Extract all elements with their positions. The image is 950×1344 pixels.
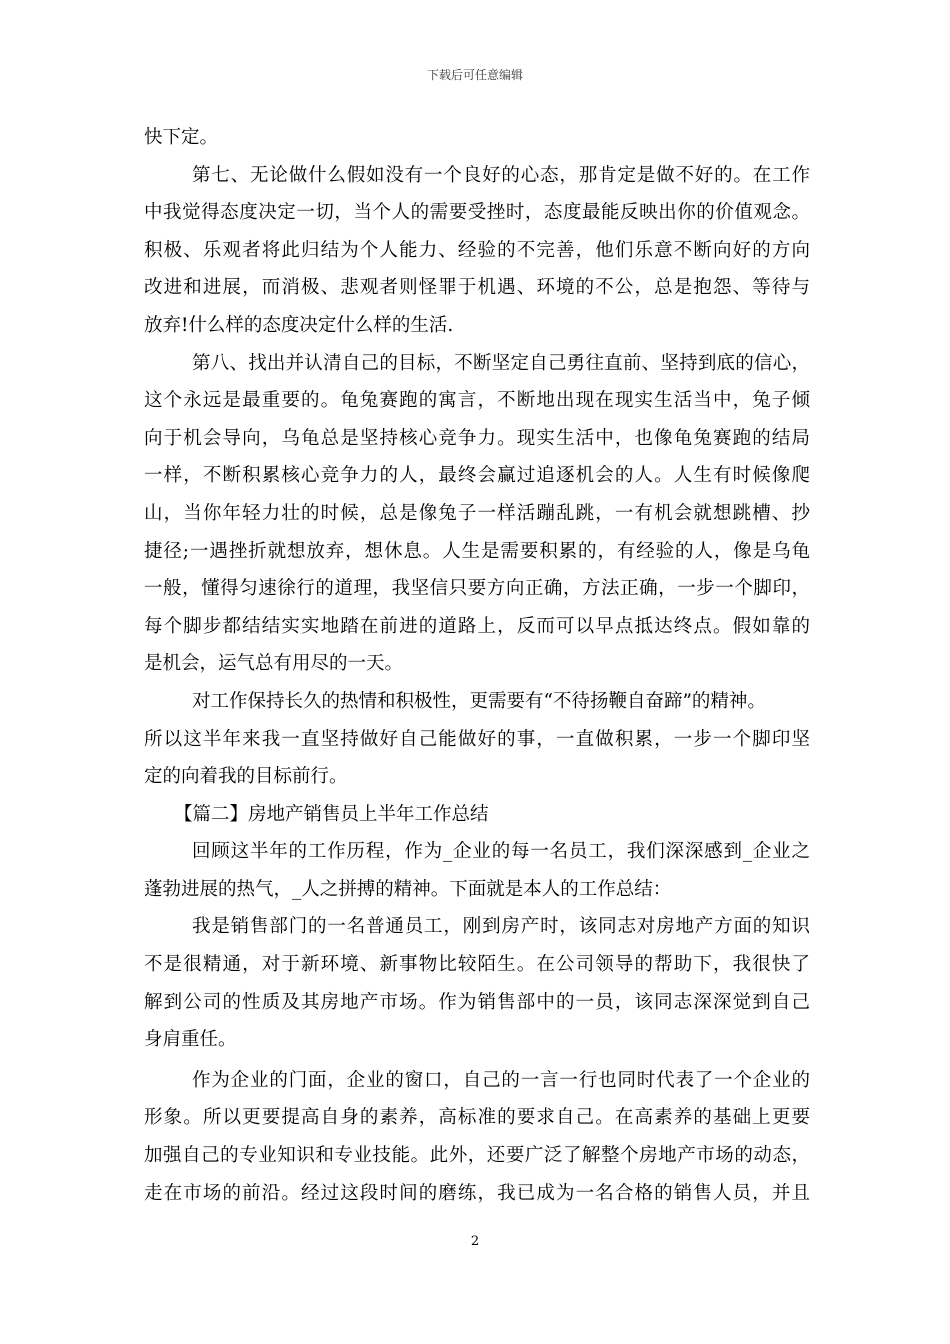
text-line: 蓬勃进展的热气，_人之拼搏的精神。下面就是本人的工作总结： xyxy=(144,878,672,900)
text-line: 这个永远是最重要的。龟兔赛跑的寓言，不断地出现在现实生活当中，兔子倾 xyxy=(144,390,810,412)
text-line: 放弃!什么样的态度决定什么样的生活. xyxy=(144,314,454,336)
text-line: 改进和进展，而消极、悲观者则怪罪于机遇、环境的不公，总是抱怨、等待与 xyxy=(144,277,810,299)
section-heading: 【篇二】房地产销售员上半年工作总结 xyxy=(174,803,489,825)
paragraph-line: 第八、找出并认清自己的目标，不断坚定自己勇往直前、坚持到底的信心， xyxy=(192,352,810,374)
text-line: 解到公司的性质及其房地产市场。作为销售部中的一员，该同志深深觉到自己 xyxy=(144,991,810,1013)
text-line: 身肩重任。 xyxy=(144,1029,237,1051)
paragraph-line: 第七、无论做什么假如没有一个良好的心态，那肯定是做不好的。在工作 xyxy=(192,164,810,186)
text-line: 向于机会导向，乌龟总是坚持核心竞争力。现实生活中，也像龟兔赛跑的结局 xyxy=(144,427,810,449)
page-number: 2 xyxy=(470,1234,480,1249)
text-line: 捷径;一遇挫折就想放弃，想休息。人生是需要积累的，有经验的人，像是乌龟 xyxy=(144,540,810,562)
paragraph-line: 作为企业的门面，企业的窗口，自己的一言一行也同时代表了一个企业的 xyxy=(192,1069,810,1091)
text-line: 定的向着我的目标前行。 xyxy=(144,766,348,788)
text-line: 快下定。 xyxy=(144,127,219,148)
paragraph-line: 我是销售部门的一名普通员工，刚到房产时，该同志对房地产方面的知识 xyxy=(192,916,810,938)
paragraph-line: 对工作保持长久的热情和积极性，更需要有“不待扬鞭自奋蹄”的精神。 xyxy=(192,690,766,712)
text-line: 山，当你年轻力壮的时候，总是像兔子一样活蹦乱跳，一有机会就想跳槽、抄 xyxy=(144,502,810,524)
text-line: 不是很精通，对于新环境、新事物比较陌生。在公司领导的帮助下，我很快了 xyxy=(144,954,810,976)
text-line: 积极、乐观者将此归结为个人能力、经验的不完善，他们乐意不断向好的方向 xyxy=(144,239,810,261)
text-line: 加强自己的专业知识和专业技能。此外，还要广泛了解整个房地产市场的动态， xyxy=(144,1145,810,1167)
paragraph-line: 回顾这半年的工作历程，作为_企业的每一名员工，我们深深感到_企业之 xyxy=(192,841,810,863)
text-line: 是机会，运气总有用尽的一天。 xyxy=(144,653,404,675)
text-line: 形象。所以更要提高自身的素养，高标准的要求自己。在高素养的基础上更要 xyxy=(144,1107,810,1129)
text-line: 一样，不断积累核心竞争力的人，最终会赢过追逐机会的人。人生有时候像爬 xyxy=(144,465,810,487)
page-header: 下载后可任意编辑 xyxy=(426,68,523,82)
text-line: 所以这半年来我一直坚持做好自己能做好的事，一直做积累，一步一个脚印坚 xyxy=(144,728,810,750)
text-line: 走在市场的前沿。经过这段时间的磨练，我已成为一名合格的销售人员，并且 xyxy=(144,1182,810,1204)
text-line: 中我觉得态度决定一切，当个人的需要受挫时，态度最能反映出你的价值观念。 xyxy=(144,202,810,224)
text-line: 每个脚步都结结实实地踏在前进的道路上，反而可以早点抵达终点。假如靠的 xyxy=(144,615,810,637)
text-line: 一般，懂得匀速徐行的道理，我坚信只要方向正确，方法正确，一步一个脚印， xyxy=(144,578,810,600)
document-body xyxy=(144,119,810,1212)
